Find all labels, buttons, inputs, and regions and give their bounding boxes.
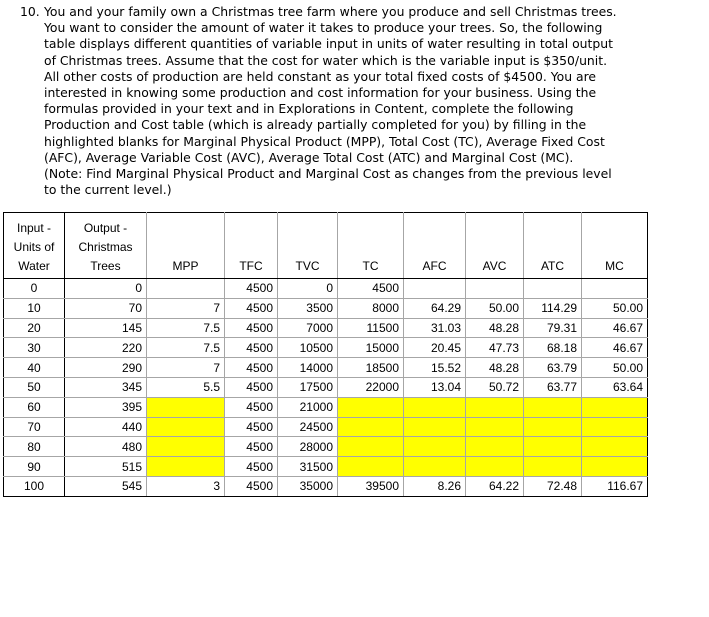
header-tfc: TFC xyxy=(225,213,278,279)
table-row xyxy=(4,457,648,477)
cell-tvc: 10500 xyxy=(278,338,338,358)
header-mc: MC xyxy=(582,213,648,279)
cell-tfc: 4500 xyxy=(225,417,278,437)
cell-tc[interactable] xyxy=(338,397,404,417)
cell-mpp xyxy=(147,279,225,299)
cell-mc xyxy=(582,279,648,299)
cell-afc[interactable] xyxy=(404,457,466,477)
cell-tfc: 4500 xyxy=(225,476,278,496)
header-atc: ATC xyxy=(524,213,582,279)
cell-tvc: 0 xyxy=(278,279,338,299)
cell-tfc: 4500 xyxy=(225,298,278,318)
cell-avc: 48.28 xyxy=(466,358,524,378)
cell-avc[interactable] xyxy=(466,437,524,457)
cell-afc[interactable] xyxy=(404,417,466,437)
cell-output: 290 xyxy=(65,358,147,378)
cell-afc: 31.03 xyxy=(404,318,466,338)
cell-afc: 15.52 xyxy=(404,358,466,378)
cell-tvc: 3500 xyxy=(278,298,338,318)
cell-tvc: 35000 xyxy=(278,476,338,496)
question-line: You and your family own a Christmas tree farm where you produce and sell Christmas trees. xyxy=(44,4,617,19)
cell-output: 440 xyxy=(65,417,147,437)
cell-atc: 72.48 xyxy=(524,476,582,496)
header-mpp: MPP xyxy=(147,213,225,279)
question-line: table displays different quantities of variable input in units of water resulting in total output xyxy=(44,36,613,52)
cell-avc[interactable] xyxy=(466,457,524,477)
question-text xyxy=(44,4,700,198)
cell-tvc: 21000 xyxy=(278,397,338,417)
question-line: interested in knowing some production and cost information for your business. Using the xyxy=(44,85,597,101)
cell-atc xyxy=(524,279,582,299)
question-block xyxy=(20,4,700,198)
question-line: (AFC), Average Variable Cost (AVC), Average Total Cost (ATC) and Marginal Cost (MC). xyxy=(44,149,574,165)
cell-output: 515 xyxy=(65,457,147,477)
header-afc: AFC xyxy=(404,213,466,279)
cell-mpp: 7.5 xyxy=(147,318,225,338)
cell-tfc: 4500 xyxy=(225,457,278,477)
cell-input: 10 xyxy=(4,298,65,318)
cell-tfc: 4500 xyxy=(225,377,278,397)
table-row xyxy=(4,397,648,417)
header-avc: AVC xyxy=(466,213,524,279)
question-line: Production and Cost table (which is already partially completed for you) by filling in the xyxy=(44,117,587,133)
cell-avc: 48.28 xyxy=(466,318,524,338)
cell-mpp[interactable] xyxy=(147,397,225,417)
cell-mc: 50.00 xyxy=(582,358,648,378)
cell-avc[interactable] xyxy=(466,397,524,417)
cell-output: 220 xyxy=(65,338,147,358)
cell-mpp: 7 xyxy=(147,298,225,318)
question-number: 10. xyxy=(20,4,40,19)
table-row xyxy=(4,476,648,496)
cell-afc xyxy=(404,279,466,299)
cell-mc[interactable] xyxy=(582,437,648,457)
cell-tvc: 17500 xyxy=(278,377,338,397)
cell-tc[interactable] xyxy=(338,417,404,437)
cell-atc[interactable] xyxy=(524,457,582,477)
cell-avc: 50.00 xyxy=(466,298,524,318)
cell-input: 100 xyxy=(4,476,65,496)
cell-mpp: 5.5 xyxy=(147,377,225,397)
cell-afc: 64.29 xyxy=(404,298,466,318)
cell-tc: 8000 xyxy=(338,298,404,318)
cell-output: 345 xyxy=(65,377,147,397)
cell-afc: 13.04 xyxy=(404,377,466,397)
cell-tvc: 7000 xyxy=(278,318,338,338)
cell-output: 0 xyxy=(65,279,147,299)
cell-tfc: 4500 xyxy=(225,358,278,378)
table-row xyxy=(4,358,648,378)
cell-tfc: 4500 xyxy=(225,397,278,417)
cell-mc: 116.67 xyxy=(582,476,648,496)
cell-tvc: 31500 xyxy=(278,457,338,477)
table-row xyxy=(4,338,648,358)
cell-tc: 18500 xyxy=(338,358,404,378)
cell-output: 395 xyxy=(65,397,147,417)
question-line: (Note: Find Marginal Physical Product and Marginal Cost as changes from the previous level xyxy=(44,166,612,182)
cell-input: 0 xyxy=(4,279,65,299)
cell-tvc: 14000 xyxy=(278,358,338,378)
header-input xyxy=(4,213,65,279)
cell-mpp: 7.5 xyxy=(147,338,225,358)
question-line: highlighted blanks for Marginal Physical Product (MPP), Total Cost (TC), Average Fixed Cost xyxy=(44,133,605,149)
cell-mpp[interactable] xyxy=(147,417,225,437)
cell-avc[interactable] xyxy=(466,417,524,437)
cell-tvc: 28000 xyxy=(278,437,338,457)
cell-mpp: 3 xyxy=(147,476,225,496)
table-row xyxy=(4,417,648,437)
cell-mc: 50.00 xyxy=(582,298,648,318)
cell-input: 30 xyxy=(4,338,65,358)
cell-output: 70 xyxy=(65,298,147,318)
cell-tc: 39500 xyxy=(338,476,404,496)
cell-mpp: 7 xyxy=(147,358,225,378)
header-input-line: Input - xyxy=(16,221,52,235)
header-tc: TC xyxy=(338,213,404,279)
cell-atc[interactable] xyxy=(524,417,582,437)
question-line: formulas provided in your text and in Explorations in Content, complete the following xyxy=(44,101,574,117)
cell-mc: 46.67 xyxy=(582,318,648,338)
cell-tc[interactable] xyxy=(338,457,404,477)
cell-input: 80 xyxy=(4,437,65,457)
cell-mc: 63.64 xyxy=(582,377,648,397)
cell-tc: 11500 xyxy=(338,318,404,338)
cell-tfc: 4500 xyxy=(225,338,278,358)
cell-input: 70 xyxy=(4,417,65,437)
question-line: All other costs of production are held constant as your total fixed costs of $4500. You are xyxy=(44,68,597,84)
cell-tc[interactable] xyxy=(338,437,404,457)
cell-mc: 46.67 xyxy=(582,338,648,358)
cell-atc: 63.77 xyxy=(524,377,582,397)
cell-input: 20 xyxy=(4,318,65,338)
question-line: of Christmas trees. Assume that the cost for water which is the variable input is $350/unit. xyxy=(44,52,608,68)
header-output-line: Output - xyxy=(83,221,128,235)
table-row xyxy=(4,318,648,338)
cell-atc[interactable] xyxy=(524,437,582,457)
cell-input: 60 xyxy=(4,397,65,417)
cell-output: 480 xyxy=(65,437,147,457)
cell-tc: 15000 xyxy=(338,338,404,358)
cell-avc: 50.72 xyxy=(466,377,524,397)
header-input-line: Water xyxy=(18,259,50,273)
cell-input: 90 xyxy=(4,457,65,477)
cell-mpp[interactable] xyxy=(147,437,225,457)
cell-output: 145 xyxy=(65,318,147,338)
cell-tfc: 4500 xyxy=(225,318,278,338)
header-output-line: Christmas xyxy=(78,240,133,254)
cell-atc: 79.31 xyxy=(524,318,582,338)
cell-input: 40 xyxy=(4,358,65,378)
cell-avc xyxy=(466,279,524,299)
production-cost-table xyxy=(3,212,648,497)
cell-tc: 4500 xyxy=(338,279,404,299)
cell-afc[interactable] xyxy=(404,437,466,457)
cell-mc[interactable] xyxy=(582,457,648,477)
question-line: to the current level.) xyxy=(44,182,172,198)
cell-atc[interactable] xyxy=(524,397,582,417)
cell-avc: 64.22 xyxy=(466,476,524,496)
cell-mc[interactable] xyxy=(582,417,648,437)
header-tvc: TVC xyxy=(278,213,338,279)
cell-tc: 22000 xyxy=(338,377,404,397)
cell-atc: 114.29 xyxy=(524,298,582,318)
table-row xyxy=(4,298,648,318)
cell-tfc: 4500 xyxy=(225,437,278,457)
cell-afc: 8.26 xyxy=(404,476,466,496)
cell-avc: 47.73 xyxy=(466,338,524,358)
header-input-line: Units of xyxy=(13,240,55,254)
cell-mc[interactable] xyxy=(582,397,648,417)
cell-afc[interactable] xyxy=(404,397,466,417)
header-output xyxy=(65,213,147,279)
cell-tfc: 4500 xyxy=(225,279,278,299)
cell-output: 545 xyxy=(65,476,147,496)
cell-afc: 20.45 xyxy=(404,338,466,358)
table-row xyxy=(4,377,648,397)
table-row xyxy=(4,437,648,457)
cell-atc: 63.79 xyxy=(524,358,582,378)
cell-mpp[interactable] xyxy=(147,457,225,477)
header-output-line: Trees xyxy=(90,259,121,273)
question-line: You want to consider the amount of water it takes to produce your trees. So, the following xyxy=(44,20,603,36)
table-row xyxy=(4,279,648,299)
cell-tvc: 24500 xyxy=(278,417,338,437)
cell-input: 50 xyxy=(4,377,65,397)
cell-atc: 68.18 xyxy=(524,338,582,358)
header-row xyxy=(4,213,648,279)
